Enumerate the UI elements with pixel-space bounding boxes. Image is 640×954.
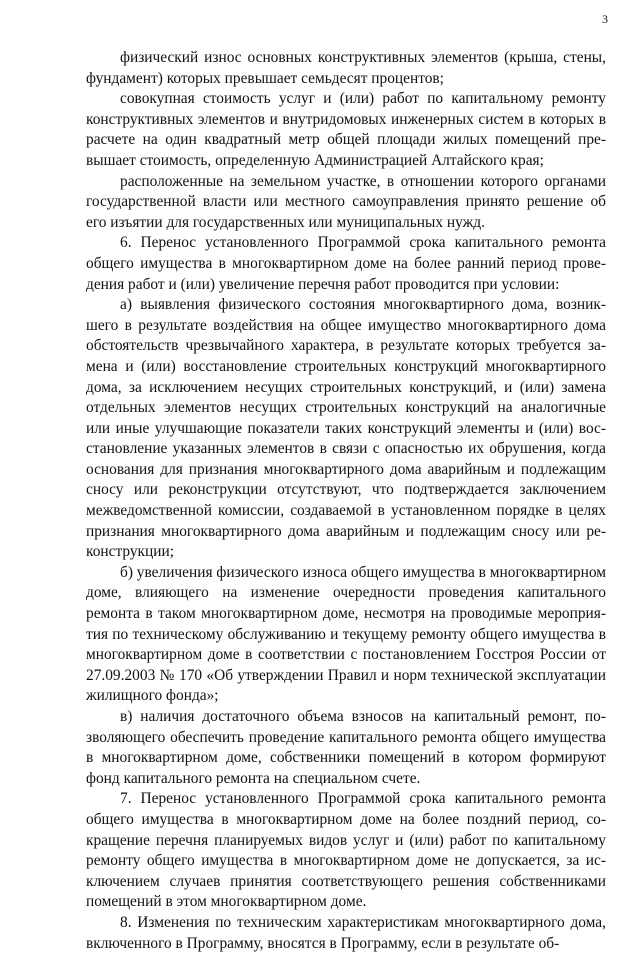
paragraph-physical-wear: физический износ основных конструктивных элементов (крыша, стены, фундамент) которых превышает семьдесят процентов; bbox=[86, 49, 606, 87]
paragraph-clause-8: 8. Изменения по техническим характеристикам многоквартирного дома, включенного в Программу, вносятся в Программу, если в результате об- bbox=[86, 913, 606, 952]
paragraph-clause-7: 7. Перенос установленного Программой срока капитального ремонта общего имущества в многоквартирном доме на более поздний период, сокращение перечня планируемых видов услуг и (или) работ по капитальному ремонту общего имущества в многоквартирном доме не допускается, за исключением случаев принятия соответствующего решения собственниками помещений в этом многоквартирном доме. bbox=[86, 790, 606, 911]
paragraph-clause-6b: б) увеличения физического износа общего имущества в многоквартирном доме, влияющего на изменение очередности проведения капитального ремонта в таком многоквартирном доме, несмотря на проводимые мероприятия по техническому обслуживанию и текущему ремонту общего имущества в многоквартирном доме в соответствии с постановлением Госстроя России от 27.09.2003 № 170 «Об утверждении Правил и норм технической эксплуатации жилищного фонда»; bbox=[86, 563, 606, 705]
paragraph-clause-6a: а) выявления физического состояния многоквартирного дома, возникшего в результате воздействия на общее имущество многоквартирного дома обстоятельств чрезвычайного характера, в результате которых требуется замена и (или) восстановление строительных конструкций многоквартирного дома, за исключением несущих строительных конструкций, и (или) замена отдельных элементов несущих строительных конструкций на аналогичные или иные улучшающие показатели таких конструкций элементы и (или) восстановление указанных элементов в связи с опасностью их обрушения, когда основания для признания многоквартирного дома аварийным и подлежащим сносу или реконструкции отсутствуют, что подтверждается заключением межведомственной комиссии, создаваемой в установленном порядке в целях признания многоквартирного дома аварийным и подлежащим сносу или реконструкции; bbox=[86, 296, 606, 561]
paragraph-total-cost: совокупная стоимость услуг и (или) работ по капитальному ремонту конструктивных элементов и внутридомовых инженерных систем в которых в расчете на один квадратный метр общей площади жилых помещений превышает стоимость, определенную Администрацией Алтайского края; bbox=[86, 90, 606, 169]
paragraph-clause-6c: в) наличия достаточного объема взносов на капитальный ремонт, позволяющего обеспечить проведение капитального ремонта общего имущества в многоквартирном доме, собственники помещений в котором формируют фонд капитального ремонта на специальном счете. bbox=[86, 708, 606, 787]
page-number: 3 bbox=[602, 12, 608, 26]
paragraph-clause-6: 6. Перенос установленного Программой срока капитального ремонта общего имущества в многоквартирном доме на более ранний период проведения работ и (или) увеличение перечня работ проводится при условии: bbox=[86, 234, 606, 293]
paragraph-land-seizure: расположенные на земельном участке, в отношении которого органами государственной власти или местного самоуправления принято решение об его изъятии для государственных или муниципальных нужд. bbox=[86, 172, 606, 231]
